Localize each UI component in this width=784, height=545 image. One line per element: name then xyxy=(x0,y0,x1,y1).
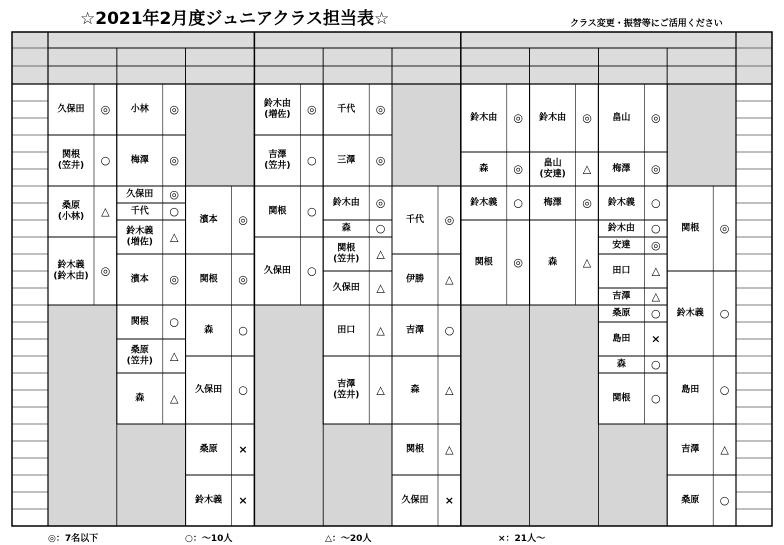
instructor-name: 久保田 xyxy=(332,283,360,293)
instructor-name: 吉澤 xyxy=(681,444,700,455)
instructor-name: 田口 xyxy=(337,325,356,336)
legend-double-circle: ◎：7名以下 xyxy=(48,534,99,544)
instructor-name: 梅澤 xyxy=(543,198,562,208)
instructor-name: 森 xyxy=(616,359,626,370)
capacity-mark: ◎ xyxy=(375,103,386,116)
instructor-name: (笠井) xyxy=(126,356,153,367)
capacity-mark: ◎ xyxy=(650,111,661,125)
instructor-name: 森 xyxy=(410,385,420,395)
instructor-name: 久保田 xyxy=(263,266,291,276)
capacity-mark: × xyxy=(238,443,248,456)
instructor-name: 関根 xyxy=(61,150,81,160)
capacity-mark: ◎ xyxy=(375,154,386,167)
capacity-mark: ○ xyxy=(650,307,661,320)
capacity-mark: △ xyxy=(651,290,661,303)
instructor-name: 濱本 xyxy=(199,215,218,225)
capacity-mark: ◎ xyxy=(513,256,524,269)
capacity-mark: ◎ xyxy=(169,103,180,116)
instructor-name: 伊勝 xyxy=(405,274,425,285)
instructor-name: 田口 xyxy=(612,266,631,276)
capacity-mark: ○ xyxy=(169,315,180,329)
instructor-name: 関根 xyxy=(268,206,287,217)
instructor-name: 関根 xyxy=(405,444,425,455)
capacity-mark: ○ xyxy=(306,154,317,167)
instructor-name: 吉澤 xyxy=(337,379,356,390)
capacity-mark: △ xyxy=(582,162,592,176)
capacity-mark: △ xyxy=(376,383,385,397)
instructor-name: 森 xyxy=(548,257,558,268)
instructor-name: (安達) xyxy=(539,169,566,180)
capacity-mark: △ xyxy=(101,205,110,218)
capacity-mark: ◎ xyxy=(582,111,592,125)
capacity-mark: ○ xyxy=(375,222,386,235)
capacity-mark: × xyxy=(651,332,661,346)
capacity-mark: ◎ xyxy=(100,264,111,278)
capacity-mark: ○ xyxy=(238,324,248,337)
capacity-mark: × xyxy=(444,494,455,507)
legend-cross: ×：21人～ xyxy=(498,534,546,544)
capacity-mark: ◎ xyxy=(238,213,248,227)
instructor-name: 関根 xyxy=(474,257,493,268)
instructor-name: 関根 xyxy=(337,243,356,254)
instructor-name: 桑原 xyxy=(199,444,218,455)
instructor-name: 吉澤 xyxy=(268,150,287,160)
instructor-name: 吉澤 xyxy=(405,325,425,336)
capacity-mark: ◎ xyxy=(169,273,180,286)
capacity-mark: ○ xyxy=(719,307,730,320)
instructor-name: 鈴木義 xyxy=(607,198,635,208)
instructor-name: (笠井) xyxy=(333,390,360,401)
instructor-name: (増佐) xyxy=(264,110,291,120)
capacity-mark: ○ xyxy=(100,154,111,167)
instructor-name: (鈴木由) xyxy=(53,271,89,282)
instructor-name: 島田 xyxy=(612,334,631,344)
capacity-mark: ○ xyxy=(513,196,524,210)
capacity-mark: ◎ xyxy=(444,213,455,227)
capacity-mark: ◎ xyxy=(513,111,524,125)
instructor-name: 安達 xyxy=(612,240,631,251)
capacity-mark: △ xyxy=(445,383,454,397)
instructor-name: 森 xyxy=(135,393,145,404)
instructor-name: (笠井) xyxy=(57,161,85,171)
capacity-mark: ○ xyxy=(650,358,661,371)
capacity-mark: ○ xyxy=(719,383,730,397)
capacity-mark: ○ xyxy=(238,383,248,397)
capacity-mark: △ xyxy=(169,392,179,405)
instructor-name: 久保田 xyxy=(195,385,223,395)
instructor-name: 久保田 xyxy=(401,495,429,506)
instructor-name: 畠山 xyxy=(612,113,631,123)
page-title: ☆2021年2月度ジュニアクラス担当表☆ xyxy=(80,9,390,29)
instructor-name: 畠山 xyxy=(543,158,562,169)
instructor-name: 鈴木義 xyxy=(470,198,498,208)
instructor-name: 鈴木由 xyxy=(470,113,498,123)
instructor-name: 鈴木義 xyxy=(195,495,223,506)
instructor-name: (笠井) xyxy=(333,254,360,265)
instructor-name: 関根 xyxy=(612,393,631,404)
instructor-name: 鈴木義 xyxy=(126,226,154,237)
instructor-name: 森 xyxy=(479,164,489,174)
instructor-name: 鈴木義 xyxy=(676,308,704,319)
instructor-name: 吉澤 xyxy=(612,291,631,302)
capacity-mark: ◎ xyxy=(169,188,180,201)
instructor-name: 梅澤 xyxy=(612,164,631,174)
capacity-mark: △ xyxy=(445,273,454,286)
instructor-name: (小林) xyxy=(57,212,85,222)
instructor-name: 小林 xyxy=(130,104,149,115)
instructor-name: 濱本 xyxy=(130,274,149,285)
instructor-name: (笠井) xyxy=(264,161,291,171)
capacity-mark: ◎ xyxy=(650,239,661,252)
instructor-name: 千代 xyxy=(130,206,149,217)
capacity-mark: △ xyxy=(651,264,661,278)
capacity-mark: ◎ xyxy=(238,273,248,286)
capacity-mark: ◎ xyxy=(513,162,524,176)
instructor-name: 千代 xyxy=(337,104,356,115)
instructor-name: 桑原 xyxy=(681,495,700,506)
capacity-mark: ○ xyxy=(444,324,455,337)
instructor-name: 島田 xyxy=(681,385,700,395)
capacity-mark: ○ xyxy=(719,494,730,507)
legend-triangle: △：～20人 xyxy=(325,534,372,544)
legend-circle: ○：～10人 xyxy=(185,534,233,544)
capacity-mark: ◎ xyxy=(375,196,386,210)
capacity-mark: △ xyxy=(376,324,385,337)
usage-note: クラス変更・振替等にご活用ください xyxy=(570,19,723,29)
instructor-name: 久保田 xyxy=(57,104,85,115)
capacity-mark: ◎ xyxy=(582,196,592,210)
capacity-mark: ○ xyxy=(650,196,661,210)
capacity-mark: △ xyxy=(445,443,454,456)
instructor-name: 鈴木由 xyxy=(332,198,360,208)
instructor-name: 桑原 xyxy=(61,201,81,211)
capacity-mark: ◎ xyxy=(306,103,317,116)
instructor-name: 三澤 xyxy=(337,155,356,166)
capacity-mark: ◎ xyxy=(719,222,730,235)
capacity-mark: ◎ xyxy=(169,154,180,167)
instructor-name: 森 xyxy=(204,325,214,336)
capacity-mark: × xyxy=(238,494,248,507)
capacity-mark: △ xyxy=(376,281,385,295)
capacity-mark: △ xyxy=(720,443,729,456)
instructor-name: 鈴木義 xyxy=(57,260,85,271)
instructor-name: 梅澤 xyxy=(130,155,149,166)
instructor-name: 関根 xyxy=(130,317,149,327)
capacity-mark: ○ xyxy=(169,205,180,218)
instructor-name: 鈴木由 xyxy=(607,223,635,234)
instructor-name: 鈴木由 xyxy=(539,113,567,123)
capacity-mark: △ xyxy=(582,256,592,269)
instructor-name: 桑原 xyxy=(130,345,149,356)
capacity-mark: △ xyxy=(376,247,385,261)
instructor-name: 関根 xyxy=(199,274,218,285)
capacity-mark: △ xyxy=(169,349,179,363)
instructor-name: 関根 xyxy=(681,223,700,234)
capacity-mark: ◎ xyxy=(650,162,661,176)
instructor-name: 桑原 xyxy=(612,308,631,319)
capacity-mark: ○ xyxy=(650,222,661,235)
capacity-mark: ○ xyxy=(650,392,661,405)
capacity-mark: ○ xyxy=(306,205,317,218)
capacity-mark: ◎ xyxy=(100,103,111,116)
capacity-mark: △ xyxy=(169,230,179,244)
capacity-mark: ○ xyxy=(306,264,317,278)
instructor-name: 森 xyxy=(341,223,351,234)
instructor-name: (増佐) xyxy=(126,237,153,248)
instructor-name: 千代 xyxy=(405,215,425,225)
instructor-name: 久保田 xyxy=(126,189,154,200)
instructor-name: 鈴木由 xyxy=(263,99,291,109)
